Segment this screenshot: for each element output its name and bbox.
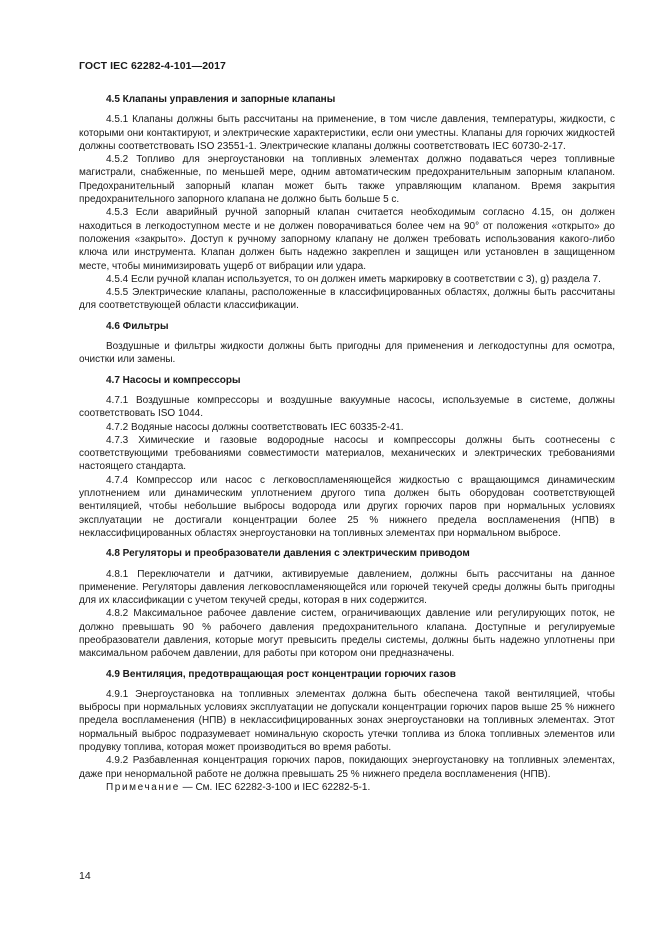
section-heading: 4.8 Регуляторы и преобразователи давления с электрическим приводом [106,548,470,560]
note-label: Примечание [106,781,180,793]
paragraph: 4.5.2 Топливо для энергоустановки на топливных элементах должно подаваться через топливные магистрали, снабженные, по меньшей мере, одним автоматическим предохранительным запорным клапаном. Предохранительный запорный клапан может быть также управляющим клапаном. Время закрытия предохранительного запорного клапана не должно быть больше 5 с. [79,154,615,206]
section-4-5 [79,93,615,313]
paragraph: 4.7.3 Химические и газовые водородные насосы и компрессоры должны быть соотнесены с соответствующими требованиями совместимости материалов, механических и электрических требованиями настоящего стандарта. [79,434,615,473]
section-4-7 [79,374,615,541]
section-heading: 4.5 Клапаны управления и запорные клапаны [106,94,336,105]
paragraph: 4.9.1 Энергоустановка на топливных элементах должна быть обеспечена такой вентиляцией, чтобы выбросы при нормальных условиях эксплуатации не допускали концентрации горючих паров выше 25 % нижнего предела воспламенения (НПВ) в неклассифицированных зонах энергоустановки на топливных элементах. Этот нормальный выброс подразумевает номинальную скорость утечки топлива из блока топливных элементов или продувку топлива, которая может производиться во время работы. [79,688,615,754]
section-heading: 4.7 Насосы и компрессоры [106,374,241,386]
paragraph: 4.5.3 Если аварийный ручной запорный клапан считается необходимым согласно 4.15, он должен находиться в легкодоступном месте и не должен поворачиваться более чем на 90° от положения «открыто» до положения «закрыто». Доступ к ручному запорному клапану не должен требовать использования какого-либо ключа или инструмента. Клапан должен быть надежно закреплен и защищен или установлен в защищенном месте, чтобы минимизировать ущерб от вибрации или удара. [79,207,615,272]
page-number: 14 [79,870,91,882]
section-4-9 [79,668,615,795]
note-text: — См. IEC 62282-3-100 и IEC 62282-5-1. [179,781,371,793]
document-body [79,93,615,801]
document-header: ГОСТ IEC 62282-4-101—2017 [79,60,226,72]
paragraph: 4.7.2 Водяные насосы должны соответствовать IEC 60335-2-41. [106,421,404,433]
section-heading: 4.6 Фильтры [106,320,169,332]
paragraph: 4.5.5 Электрические клапаны, расположенные в классифицированных областях, должны быть рассчитаны для соответствующей области классификации. [79,287,615,312]
paragraph: 4.7.1 Воздушные компрессоры и воздушные вакуумные насосы, используемые в системе, должны соответствовать ISO 1044. [79,394,615,420]
paragraph: 4.8.2 Максимальное рабочее давление систем, ограничивающих давление или регулирующих поток, не должно превышать 90 % рабочего давления предохранительного клапана. Доступные и регулируемые преобразователи давления, которые могут превысить пределы системы, должны быть надежно уплотнены при максимальном рабочем давлении, для работы при котором они предназначены. [79,608,615,660]
paragraph: 4.8.1 Переключатели и датчики, активируемые давлением, должны быть рассчитаны на данное применение. Регуляторы давления легковоспламеняющейся или горючей текучей среды должны быть пригодны для их классификации с учетом текучей среды, которая в них содержится. [79,568,615,607]
paragraph: 4.5.1 Клапаны должны быть рассчитаны на применение, в том числе давления, температуры, жидкости, с которыми они контактируют, и электрические характеристики, если они уместны. Клапаны для горючих жидкостей должны соответствовать ISO 23551-1. Электрические клапаны должны соответствовать IEC 60730-2-17. [79,114,615,152]
paragraph: 4.5.4 Если ручной клапан используется, то он должен иметь маркировку в соответствии с 3), g) раздела 7. [106,273,601,285]
paragraph: Воздушные и фильтры жидкости должны быть пригодны для применения и легкодоступны для осмотра, очистки или замены. [79,341,615,366]
section-4-6 [79,320,615,367]
section-4-8 [79,547,615,660]
paragraph: 4.9.2 Разбавленная концентрация горючих паров, покидающих энергоустановку на топливных элементах, даже при ненормальной работе не должна превышать 25 % нижнего предела воспламенения (НПВ). [79,755,615,780]
paragraph: 4.7.4 Компрессор или насос с легковоспламеняющейся жидкостью с вращающимся динамическим уплотнением или динамическим уплотнением другого типа должен быть оборудован соответствующей вентиляцией, чтобы небольшие выбросы водорода или других горючих паров при нормальных условиях эксплуатации не достигали концентрации более 25 % нижнего предела воспламенения (НПВ) в неклассифицированных областях энергоустановки на топливных элементах при нормальном выбросе. [79,474,615,539]
note [79,781,615,794]
section-heading: 4.9 Вентиляция, предотвращающая рост концентрации горючих газов [106,668,456,680]
